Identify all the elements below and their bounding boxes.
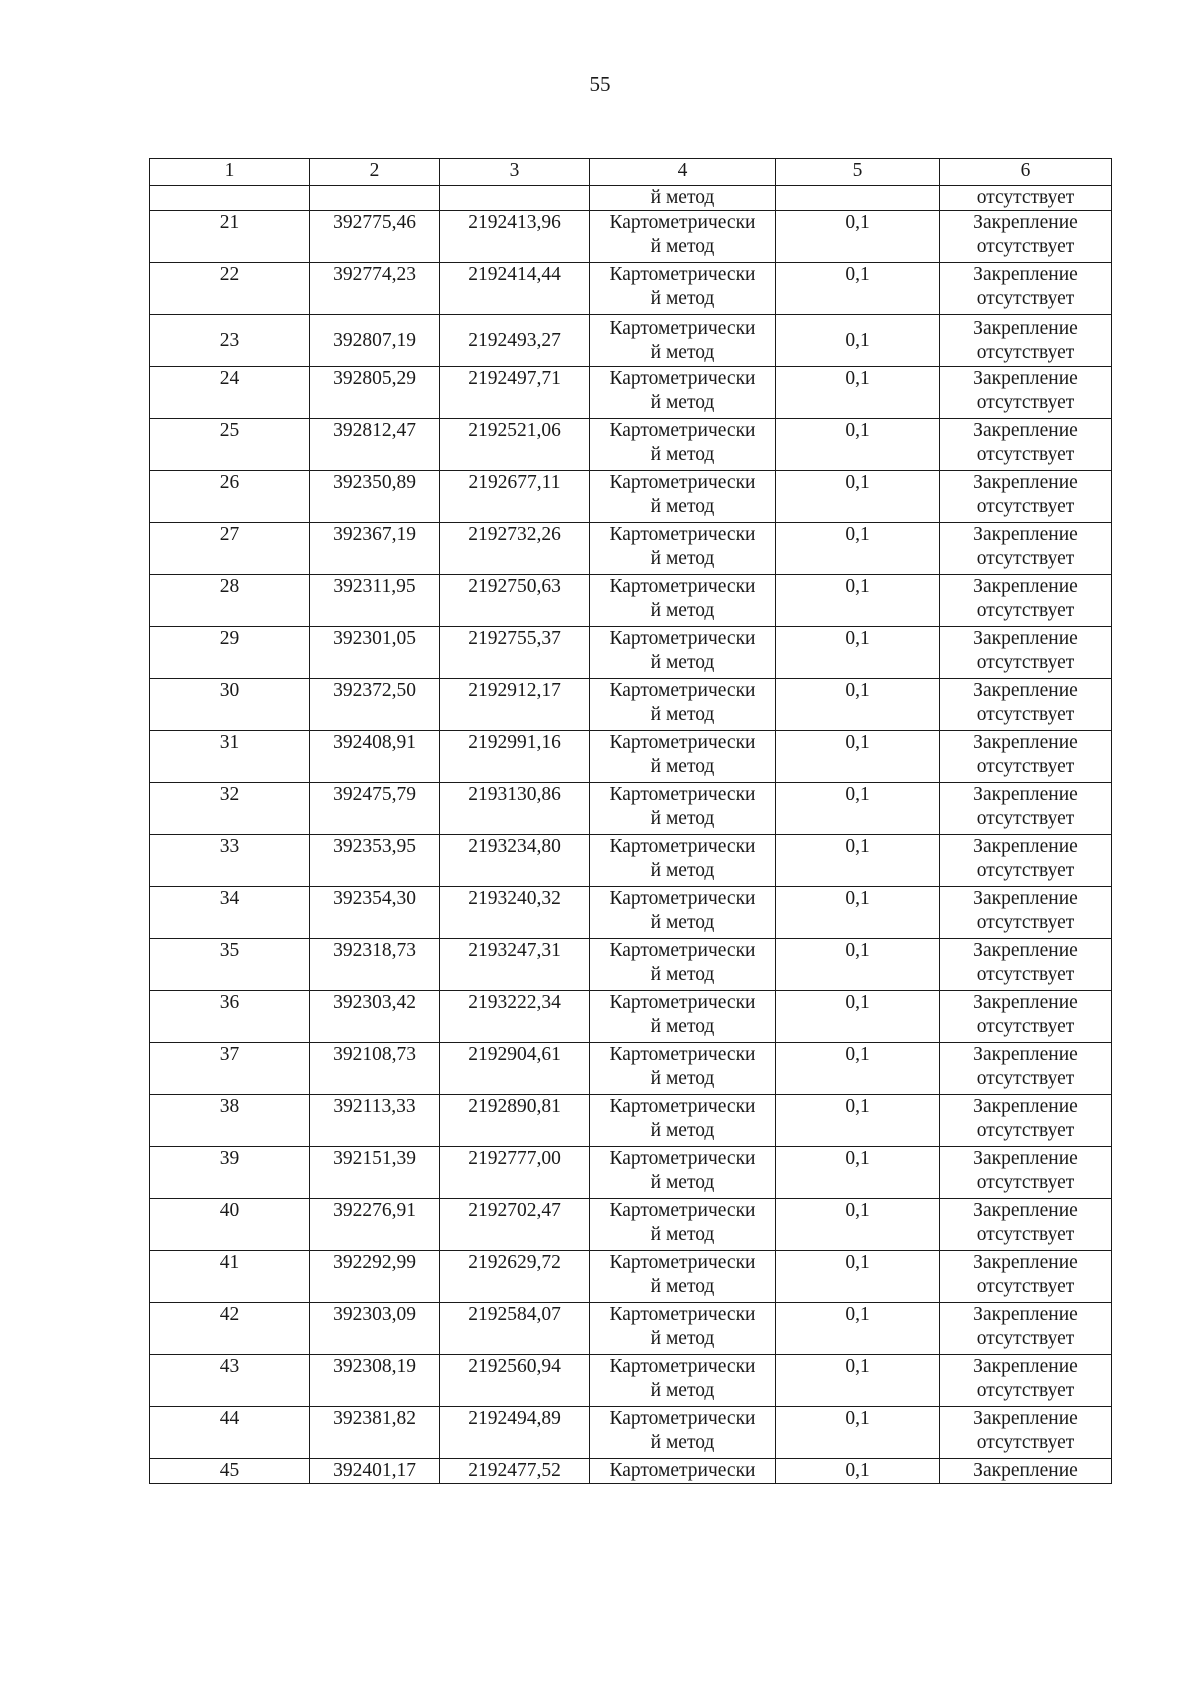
method-cell bbox=[590, 1303, 776, 1355]
table-row bbox=[150, 731, 1112, 783]
point-number-cell: 42 bbox=[150, 1303, 310, 1355]
table-row bbox=[150, 315, 1112, 367]
fixing-cell-line: отсутствует bbox=[976, 444, 1075, 465]
fixing-cell-line: отсутствует bbox=[976, 1120, 1075, 1141]
empty-cell bbox=[440, 186, 590, 211]
fixing-cell bbox=[940, 1095, 1112, 1147]
fixing-cell bbox=[940, 1199, 1112, 1251]
table-row bbox=[150, 1407, 1112, 1459]
method-cell bbox=[590, 419, 776, 471]
method-cell-line: й метод bbox=[650, 1224, 715, 1245]
method-cell-line: й метод bbox=[650, 236, 715, 257]
fixing-cell-line: отсутствует bbox=[976, 860, 1075, 881]
fixing-cell bbox=[940, 731, 1112, 783]
point-number-cell: 35 bbox=[150, 939, 310, 991]
fixing-cell bbox=[940, 835, 1112, 887]
y-coordinate-cell: 2193222,34 bbox=[440, 991, 590, 1043]
x-coordinate-cell: 392303,42 bbox=[310, 991, 440, 1043]
x-coordinate-cell: 392350,89 bbox=[310, 471, 440, 523]
fixing-cell-line: отсутствует bbox=[976, 652, 1075, 673]
fixing-cell bbox=[940, 887, 1112, 939]
table-row bbox=[150, 211, 1112, 263]
x-coordinate-cell: 392354,30 bbox=[310, 887, 440, 939]
x-coordinate-cell: 392805,29 bbox=[310, 367, 440, 419]
fixing-cell bbox=[940, 315, 1112, 367]
method-cell-line: й метод bbox=[650, 1120, 715, 1141]
fixing-cell-line: Закрепление bbox=[973, 888, 1078, 909]
method-cell-line: Картометрически bbox=[609, 1304, 756, 1325]
error-cell: 0,1 bbox=[776, 211, 940, 263]
fixing-cell-line: отсутствует bbox=[976, 1380, 1075, 1401]
fixing-cell-line: отсутствует bbox=[976, 912, 1075, 933]
x-coordinate-cell: 392775,46 bbox=[310, 211, 440, 263]
point-number-cell: 26 bbox=[150, 471, 310, 523]
empty-cell bbox=[150, 186, 310, 211]
fixing-cell-line: Закрепление bbox=[973, 1252, 1078, 1273]
error-cell: 0,1 bbox=[776, 887, 940, 939]
fixing-cell: Закрепление bbox=[940, 1459, 1112, 1484]
table-row bbox=[150, 679, 1112, 731]
error-cell: 0,1 bbox=[776, 1459, 940, 1484]
table-row bbox=[150, 1095, 1112, 1147]
y-coordinate-cell: 2192560,94 bbox=[440, 1355, 590, 1407]
table-body bbox=[150, 159, 1112, 1484]
fixing-cell bbox=[940, 783, 1112, 835]
point-number-cell: 36 bbox=[150, 991, 310, 1043]
method-cell-line: Картометрически bbox=[609, 628, 756, 649]
method-cell-line: Картометрически bbox=[609, 264, 756, 285]
y-coordinate-cell: 2192755,37 bbox=[440, 627, 590, 679]
x-coordinate-cell: 392308,19 bbox=[310, 1355, 440, 1407]
method-cell-line: й метод bbox=[650, 860, 715, 881]
method-cell-line: Картометрически bbox=[609, 1096, 756, 1117]
method-cell-line: й метод bbox=[650, 912, 715, 933]
x-coordinate-cell: 392408,91 bbox=[310, 731, 440, 783]
y-coordinate-cell: 2193130,86 bbox=[440, 783, 590, 835]
method-cell bbox=[590, 1251, 776, 1303]
error-cell: 0,1 bbox=[776, 1251, 940, 1303]
method-cell-line: Картометрически bbox=[609, 317, 756, 339]
method-cell bbox=[590, 575, 776, 627]
fixing-cell bbox=[940, 575, 1112, 627]
fixing-cell bbox=[940, 523, 1112, 575]
y-coordinate-cell: 2192584,07 bbox=[440, 1303, 590, 1355]
fixing-cell bbox=[940, 211, 1112, 263]
method-cell bbox=[590, 731, 776, 783]
fixing-cell-line: Закрепление bbox=[973, 1408, 1078, 1429]
method-cell bbox=[590, 263, 776, 315]
method-cell-line: Картометрически bbox=[609, 1200, 756, 1221]
fixing-cell-line: Закрепление bbox=[973, 317, 1078, 339]
fixing-cell bbox=[940, 1147, 1112, 1199]
fixing-cell-line: отсутствует bbox=[976, 1432, 1075, 1453]
fixing-cell-line: Закрепление bbox=[973, 1148, 1078, 1169]
point-number-cell: 22 bbox=[150, 263, 310, 315]
method-cell bbox=[590, 1407, 776, 1459]
fixing-cell-line: Закрепление bbox=[973, 472, 1078, 493]
fixing-cell-line: Закрепление bbox=[973, 1304, 1078, 1325]
fixing-cell bbox=[940, 263, 1112, 315]
point-number-cell: 45 bbox=[150, 1459, 310, 1484]
x-coordinate-cell: 392292,99 bbox=[310, 1251, 440, 1303]
method-cell-line: Картометрически bbox=[609, 836, 756, 857]
error-cell: 0,1 bbox=[776, 679, 940, 731]
x-coordinate-cell: 392113,33 bbox=[310, 1095, 440, 1147]
error-cell: 0,1 bbox=[776, 419, 940, 471]
header-cell: 5 bbox=[776, 159, 940, 186]
fixing-cell-line: отсутствует bbox=[976, 756, 1075, 777]
method-cell-line: й метод bbox=[650, 1432, 715, 1453]
method-cell-line: й метод bbox=[650, 1068, 715, 1089]
y-coordinate-cell: 2193234,80 bbox=[440, 835, 590, 887]
error-cell: 0,1 bbox=[776, 367, 940, 419]
table-row bbox=[150, 263, 1112, 315]
fixing-cell bbox=[940, 1355, 1112, 1407]
fixing-cell-line: отсутствует bbox=[976, 964, 1075, 985]
point-number-cell: 33 bbox=[150, 835, 310, 887]
fixing-cell-line: отсутствует bbox=[976, 1328, 1075, 1349]
fixing-cell-line: Закрепление bbox=[973, 524, 1078, 545]
error-cell: 0,1 bbox=[776, 991, 940, 1043]
y-coordinate-cell: 2192991,16 bbox=[440, 731, 590, 783]
point-number-cell: 40 bbox=[150, 1199, 310, 1251]
fixing-cell-line: отсутствует bbox=[976, 1224, 1075, 1245]
table-row bbox=[150, 835, 1112, 887]
x-coordinate-cell: 392372,50 bbox=[310, 679, 440, 731]
method-cell: й метод bbox=[590, 186, 776, 211]
error-cell: 0,1 bbox=[776, 1199, 940, 1251]
fixing-cell-line: Закрепление bbox=[973, 940, 1078, 961]
method-cell-line: Картометрически bbox=[609, 1252, 756, 1273]
method-cell-line: й метод bbox=[650, 444, 715, 465]
method-cell-line: Картометрически bbox=[609, 888, 756, 909]
continuation-row bbox=[150, 186, 1112, 211]
method-cell-line: й метод bbox=[650, 341, 715, 363]
fixing-cell bbox=[940, 367, 1112, 419]
fixing-cell-line: отсутствует bbox=[976, 704, 1075, 725]
point-number-cell: 43 bbox=[150, 1355, 310, 1407]
method-cell-line: й метод bbox=[650, 496, 715, 517]
y-coordinate-cell: 2192497,71 bbox=[440, 367, 590, 419]
method-cell-line: й метод bbox=[650, 1016, 715, 1037]
error-cell: 0,1 bbox=[776, 1147, 940, 1199]
x-coordinate-cell: 392381,82 bbox=[310, 1407, 440, 1459]
x-coordinate-cell: 392108,73 bbox=[310, 1043, 440, 1095]
fixing-cell-line: отсутствует bbox=[976, 600, 1075, 621]
y-coordinate-cell: 2192912,17 bbox=[440, 679, 590, 731]
point-number-cell: 27 bbox=[150, 523, 310, 575]
fixing-cell bbox=[940, 627, 1112, 679]
y-coordinate-cell: 2192414,44 bbox=[440, 263, 590, 315]
fixing-cell-line: Закрепление bbox=[973, 992, 1078, 1013]
error-cell: 0,1 bbox=[776, 1355, 940, 1407]
table-row bbox=[150, 471, 1112, 523]
table-row bbox=[150, 939, 1112, 991]
method-cell bbox=[590, 835, 776, 887]
header-cell: 6 bbox=[940, 159, 1112, 186]
x-coordinate-cell: 392812,47 bbox=[310, 419, 440, 471]
fixing-cell-line: Закрепление bbox=[973, 212, 1078, 233]
method-cell-line: й метод bbox=[650, 600, 715, 621]
x-coordinate-cell: 392311,95 bbox=[310, 575, 440, 627]
error-cell: 0,1 bbox=[776, 1303, 940, 1355]
method-cell-line: й метод bbox=[650, 652, 715, 673]
x-coordinate-cell: 392151,39 bbox=[310, 1147, 440, 1199]
method-cell bbox=[590, 211, 776, 263]
x-coordinate-cell: 392353,95 bbox=[310, 835, 440, 887]
method-cell-line: й метод bbox=[650, 548, 715, 569]
x-coordinate-cell: 392401,17 bbox=[310, 1459, 440, 1484]
point-number-cell: 37 bbox=[150, 1043, 310, 1095]
y-coordinate-cell: 2193240,32 bbox=[440, 887, 590, 939]
fixing-cell bbox=[940, 1407, 1112, 1459]
y-coordinate-cell: 2192494,89 bbox=[440, 1407, 590, 1459]
method-cell bbox=[590, 471, 776, 523]
error-cell: 0,1 bbox=[776, 783, 940, 835]
method-cell bbox=[590, 783, 776, 835]
method-cell-line: й метод bbox=[650, 1380, 715, 1401]
point-number-cell: 31 bbox=[150, 731, 310, 783]
method-cell: Картометрически bbox=[590, 1459, 776, 1484]
fixing-cell bbox=[940, 1043, 1112, 1095]
fixing-cell bbox=[940, 1251, 1112, 1303]
fixing-cell-line: Закрепление bbox=[973, 628, 1078, 649]
error-cell: 0,1 bbox=[776, 835, 940, 887]
method-cell-line: й метод bbox=[650, 288, 715, 309]
fixing-cell-line: отсутствует bbox=[976, 1172, 1075, 1193]
method-cell-line: Картометрически bbox=[609, 524, 756, 545]
header-cell: 4 bbox=[590, 159, 776, 186]
fixing-cell bbox=[940, 419, 1112, 471]
header-cell: 1 bbox=[150, 159, 310, 186]
method-cell-line: Картометрически bbox=[609, 784, 756, 805]
method-cell-line: й метод bbox=[650, 704, 715, 725]
x-coordinate-cell: 392774,23 bbox=[310, 263, 440, 315]
method-cell-line: Картометрически bbox=[609, 940, 756, 961]
table-row bbox=[150, 1147, 1112, 1199]
x-coordinate-cell: 392807,19 bbox=[310, 315, 440, 367]
method-cell-line: Картометрически bbox=[609, 732, 756, 753]
fixing-cell bbox=[940, 679, 1112, 731]
table-row bbox=[150, 783, 1112, 835]
fixing-cell-line: Закрепление bbox=[973, 420, 1078, 441]
method-cell bbox=[590, 315, 776, 367]
empty-cell bbox=[310, 186, 440, 211]
error-cell: 0,1 bbox=[776, 939, 940, 991]
table-row bbox=[150, 523, 1112, 575]
point-number-cell: 41 bbox=[150, 1251, 310, 1303]
x-coordinate-cell: 392303,09 bbox=[310, 1303, 440, 1355]
fixing-cell-line: Закрепление bbox=[973, 680, 1078, 701]
fixing-cell-line: Закрепление bbox=[973, 1200, 1078, 1221]
method-cell-line: Картометрически bbox=[609, 1356, 756, 1377]
method-cell-line: Картометрически bbox=[609, 680, 756, 701]
y-coordinate-cell: 2192890,81 bbox=[440, 1095, 590, 1147]
error-cell: 0,1 bbox=[776, 315, 940, 367]
fixing-cell-line: Закрепление bbox=[973, 1044, 1078, 1065]
y-coordinate-cell: 2192732,26 bbox=[440, 523, 590, 575]
method-cell-line: й метод bbox=[650, 808, 715, 829]
y-coordinate-cell: 2192904,61 bbox=[440, 1043, 590, 1095]
y-coordinate-cell: 2192629,72 bbox=[440, 1251, 590, 1303]
error-cell: 0,1 bbox=[776, 523, 940, 575]
method-cell-line: Картометрически bbox=[609, 992, 756, 1013]
x-coordinate-cell: 392367,19 bbox=[310, 523, 440, 575]
method-cell-line: й метод bbox=[650, 964, 715, 985]
method-cell bbox=[590, 1355, 776, 1407]
method-cell bbox=[590, 939, 776, 991]
fixing-cell-line: Закрепление bbox=[973, 1096, 1078, 1117]
point-number-cell: 21 bbox=[150, 211, 310, 263]
method-cell-line: Картометрически bbox=[609, 420, 756, 441]
table-row bbox=[150, 627, 1112, 679]
method-cell-line: й метод bbox=[650, 1172, 715, 1193]
table-row bbox=[150, 367, 1112, 419]
method-cell bbox=[590, 367, 776, 419]
empty-cell bbox=[776, 186, 940, 211]
fixing-cell-line: отсутствует bbox=[976, 1068, 1075, 1089]
fixing-cell-line: отсутствует bbox=[976, 288, 1075, 309]
table-row bbox=[150, 887, 1112, 939]
method-cell bbox=[590, 1043, 776, 1095]
fixing-cell-line: отсутствует bbox=[976, 1276, 1075, 1297]
header-row bbox=[150, 159, 1112, 186]
method-cell-line: й метод bbox=[650, 1276, 715, 1297]
y-coordinate-cell: 2192521,06 bbox=[440, 419, 590, 471]
method-cell-line: Картометрически bbox=[609, 212, 756, 233]
method-cell bbox=[590, 1147, 776, 1199]
fixing-cell-line: отсутствует bbox=[976, 496, 1075, 517]
method-cell bbox=[590, 887, 776, 939]
error-cell: 0,1 bbox=[776, 575, 940, 627]
error-cell: 0,1 bbox=[776, 627, 940, 679]
method-cell bbox=[590, 523, 776, 575]
x-coordinate-cell: 392475,79 bbox=[310, 783, 440, 835]
y-coordinate-cell: 2192677,11 bbox=[440, 471, 590, 523]
method-cell-line: Картометрически bbox=[609, 1408, 756, 1429]
fixing-cell-line: Закрепление bbox=[973, 1356, 1078, 1377]
method-cell bbox=[590, 1199, 776, 1251]
point-number-cell: 23 bbox=[150, 315, 310, 367]
table-row bbox=[150, 1043, 1112, 1095]
fixing-cell-line: отсутствует bbox=[976, 1016, 1075, 1037]
y-coordinate-cell: 2192750,63 bbox=[440, 575, 590, 627]
fixing-cell-line: отсутствует bbox=[976, 548, 1075, 569]
error-cell: 0,1 bbox=[776, 263, 940, 315]
fixing-cell-line: Закрепление bbox=[973, 576, 1078, 597]
table-row bbox=[150, 991, 1112, 1043]
fixing-cell bbox=[940, 1303, 1112, 1355]
method-cell-line: Картометрически bbox=[609, 576, 756, 597]
method-cell-line: й метод bbox=[650, 392, 715, 413]
point-number-cell: 32 bbox=[150, 783, 310, 835]
x-coordinate-cell: 392276,91 bbox=[310, 1199, 440, 1251]
y-coordinate-cell: 2192413,96 bbox=[440, 211, 590, 263]
method-cell-line: Картометрически bbox=[609, 472, 756, 493]
fixing-cell-line: отсутствует bbox=[976, 808, 1075, 829]
fixing-cell bbox=[940, 991, 1112, 1043]
fixing-cell-line: отсутствует bbox=[976, 236, 1075, 257]
method-cell-line: Картометрически bbox=[609, 1148, 756, 1169]
fixing-cell-line: Закрепление bbox=[973, 264, 1078, 285]
method-cell-line: й метод bbox=[650, 756, 715, 777]
y-coordinate-cell: 2192702,47 bbox=[440, 1199, 590, 1251]
table-row bbox=[150, 1199, 1112, 1251]
point-number-cell: 29 bbox=[150, 627, 310, 679]
y-coordinate-cell: 2192477,52 bbox=[440, 1459, 590, 1484]
point-number-cell: 28 bbox=[150, 575, 310, 627]
fixing-cell-line: Закрепление bbox=[973, 784, 1078, 805]
point-number-cell: 30 bbox=[150, 679, 310, 731]
table-row bbox=[150, 1303, 1112, 1355]
y-coordinate-cell: 2192777,00 bbox=[440, 1147, 590, 1199]
method-cell bbox=[590, 991, 776, 1043]
y-coordinate-cell: 2192493,27 bbox=[440, 315, 590, 367]
method-cell-line: Картометрически bbox=[609, 1044, 756, 1065]
header-cell: 3 bbox=[440, 159, 590, 186]
point-number-cell: 25 bbox=[150, 419, 310, 471]
fixing-cell bbox=[940, 471, 1112, 523]
point-number-cell: 34 bbox=[150, 887, 310, 939]
method-cell bbox=[590, 679, 776, 731]
error-cell: 0,1 bbox=[776, 1407, 940, 1459]
fixing-cell bbox=[940, 939, 1112, 991]
fixing-cell-line: Закрепление bbox=[973, 732, 1078, 753]
fixing-cell-line: отсутствует bbox=[976, 392, 1075, 413]
error-cell: 0,1 bbox=[776, 1043, 940, 1095]
error-cell: 0,1 bbox=[776, 471, 940, 523]
table-row bbox=[150, 419, 1112, 471]
method-cell bbox=[590, 1095, 776, 1147]
x-coordinate-cell: 392301,05 bbox=[310, 627, 440, 679]
table-row bbox=[150, 1459, 1112, 1484]
fixing-cell-line: Закрепление bbox=[973, 836, 1078, 857]
point-number-cell: 38 bbox=[150, 1095, 310, 1147]
coordinates-table bbox=[149, 158, 1112, 1484]
page-number: 55 bbox=[589, 72, 611, 96]
point-number-cell: 39 bbox=[150, 1147, 310, 1199]
fixing-cell-line: Закрепление bbox=[973, 368, 1078, 389]
point-number-cell: 24 bbox=[150, 367, 310, 419]
x-coordinate-cell: 392318,73 bbox=[310, 939, 440, 991]
method-cell-line: Картометрически bbox=[609, 368, 756, 389]
y-coordinate-cell: 2193247,31 bbox=[440, 939, 590, 991]
point-number-cell: 44 bbox=[150, 1407, 310, 1459]
table-row bbox=[150, 1251, 1112, 1303]
error-cell: 0,1 bbox=[776, 731, 940, 783]
table-row bbox=[150, 575, 1112, 627]
fixing-cell: отсутствует bbox=[940, 186, 1112, 211]
header-cell: 2 bbox=[310, 159, 440, 186]
method-cell bbox=[590, 627, 776, 679]
fixing-cell-line: отсутствует bbox=[976, 341, 1075, 363]
error-cell: 0,1 bbox=[776, 1095, 940, 1147]
table-row bbox=[150, 1355, 1112, 1407]
method-cell-line: й метод bbox=[650, 1328, 715, 1349]
